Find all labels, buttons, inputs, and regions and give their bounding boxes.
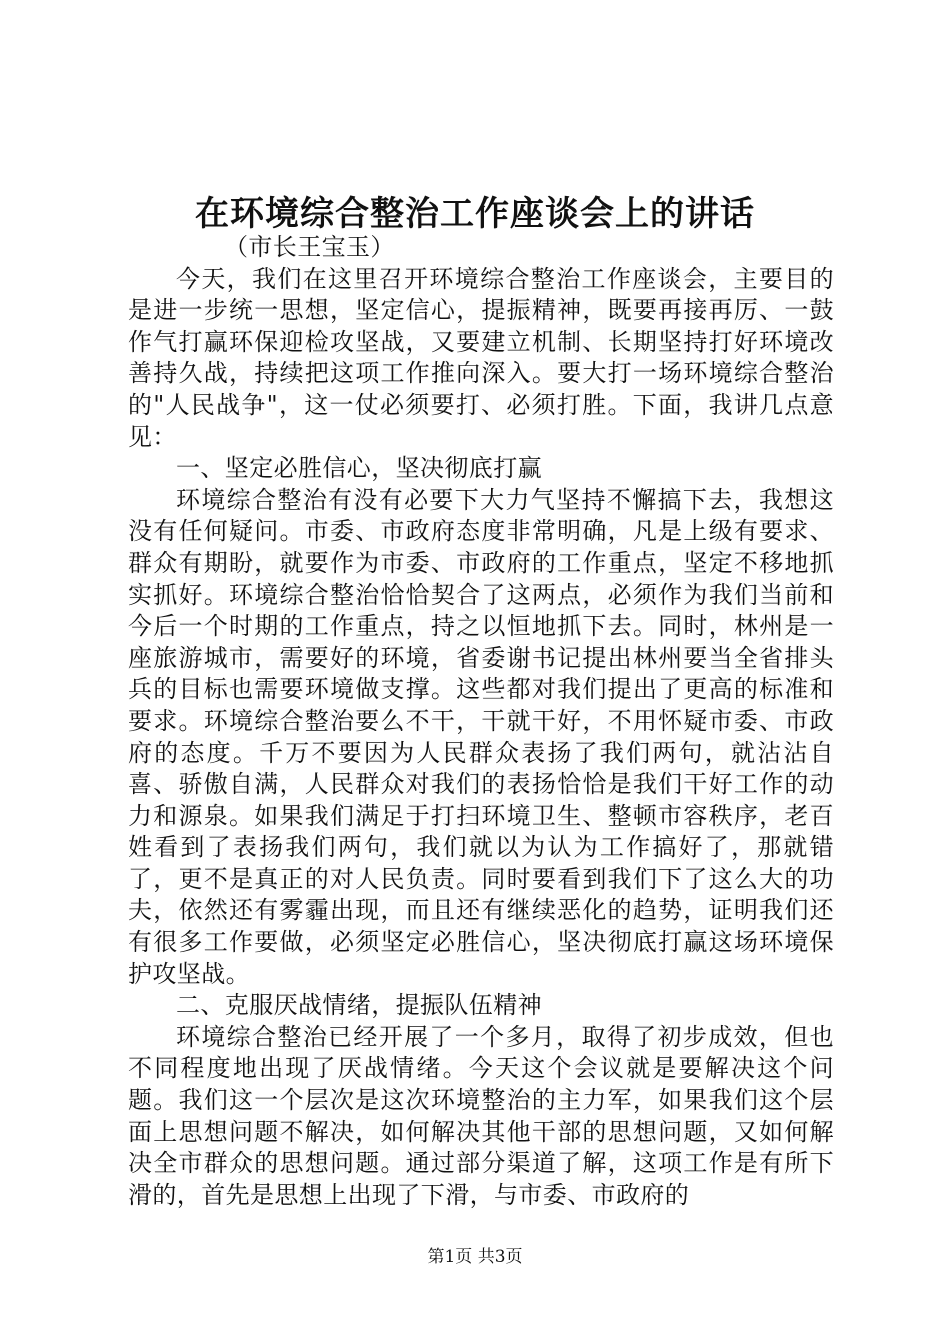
section-heading-1: 一、坚定必胜信心，坚决彻底打赢: [176, 454, 542, 483]
author-line: （市长王宝玉）: [224, 233, 395, 261]
paragraph-intro: 今天，我们在这里召开环境综合整治工作座谈会，主要目的是进一步统一思想，坚定信心，提振精神，既要再接再厉、一鼓作气打赢环保迎检攻坚战，又要建立机制、长期坚持打好环境改善持久战，持续把这项工作推向深入。要大打一场环境综合整治的"人民战争"，这一仗必须要打、必须打胜。下面，我讲几点意见：: [128, 264, 834, 451]
paragraph-section-1: 环境综合整治有没有必要下大力气坚持不懈搞下去，我想这没有任何疑问。市委、市政府态度非常明确，凡是上级有要求、群众有期盼，就要作为市委、市政府的工作重点，坚定不移地抓实抓好。环境综合整治恰恰契合了这两点，必须作为我们当前和今后一个时期的工作重点，持之以恒地抓下去。同时，林州是一座旅游城市，需要好的环境，省委谢书记提出林州要当全省排头兵的目标也需要环境做支撑。这些都对我们提出了更高的标准和要求。环境综合整治要么不干，干就干好，不用怀疑市委、市政府的态度。千万不要因为人民群众表扬了我们两句，就沾沾自喜、骄傲自满，人民群众对我们的表扬恰恰是我们干好工作的动力和源泉。如果我们满足于打扫环境卫生、整顿市容秩序，老百姓看到了表扬我们两句，我们就以为认为工作搞好了，那就错了，更不是真正的对人民负责。同时要看到我们下了这么大的功夫，依然还有雾霾出现，而且还有继续恶化的趋势，证明我们还有很多工作要做，必须坚定必胜信心，坚决彻底打赢这场环境保护攻坚战。: [128, 485, 834, 988]
page-number-footer: 第1页 共3页: [427, 1247, 523, 1267]
document-title: 在环境综合整治工作座谈会上的讲话: [195, 194, 755, 234]
paragraph-section-2: 环境综合整治已经开展了一个多月，取得了初步成效，但也不同程度地出现了厌战情绪。今天这个会议就是要解决这个问题。我们这一个层次是这次环境整治的主力军，如果我们这个层面上思想问题不解决，如何解决其他干部的思想问题，又如何解决全市群众的思想问题。通过部分渠道了解，这项工作是有所下滑的，首先是思想上出现了下滑，与市委、市政府的: [128, 1022, 834, 1209]
document-body: [128, 232, 834, 1211]
section-heading-2: 二、克服厌战情绪，提振队伍精神: [176, 991, 542, 1020]
